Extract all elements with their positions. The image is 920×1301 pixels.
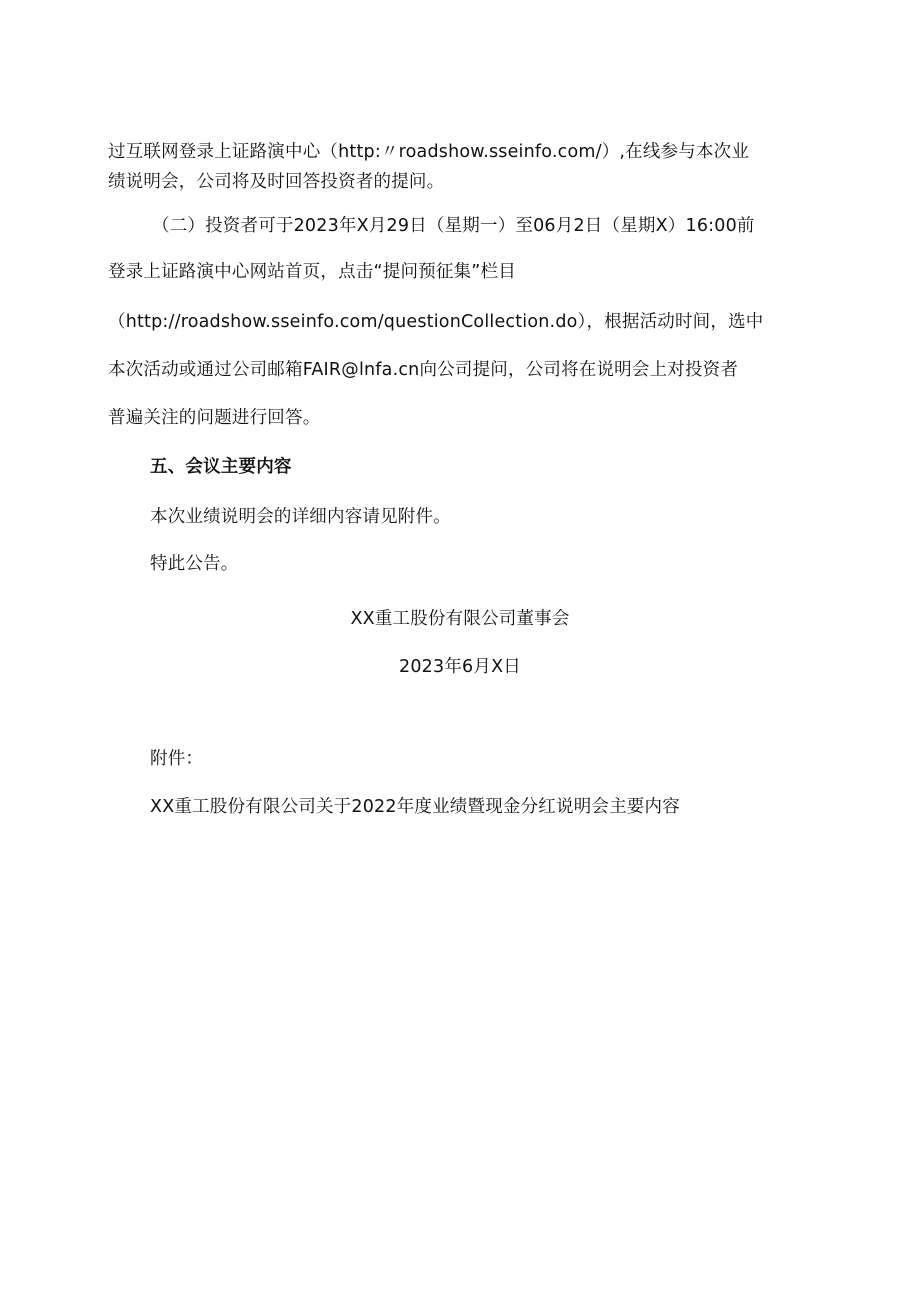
signature-company: XX重工股份有限公司董事会	[350, 609, 570, 629]
para1-line2: 绩说明会，公司将及时回答投资者的提问。	[108, 172, 445, 192]
para2-line4: 本次活动或通过公司邮箱FAIR@lnfa.cn向公司提问，公司将在说明会上对投资者	[108, 360, 739, 380]
section5-heading: 五、会议主要内容	[150, 457, 292, 477]
para1-line1: 过互联网登录上证路演中心（http:〃roadshow.sseinfo.com/）,在线参与本次业	[108, 142, 750, 162]
signature-date: 2023年6月X日	[399, 657, 521, 677]
para2-line3: （http://roadshow.sseinfo.com/questionCollection.do），根据活动时间，选中	[108, 312, 764, 332]
section5-body: 本次业绩说明会的详细内容请见附件。	[150, 507, 451, 527]
attachment-label: 附件：	[150, 749, 204, 769]
para2-line1: （二）投资者可于2023年X月29日（星期一）至06月2日（星期X）16:00前	[152, 216, 755, 236]
closing-text: 特此公告。	[150, 554, 239, 574]
attachment-title: XX重工股份有限公司关于2022年度业绩暨现金分红说明会主要内容	[150, 797, 680, 817]
para2-line2: 登录上证路演中心网站首页，点击“提问预征集”栏目	[108, 262, 516, 282]
para2-line5: 普遍关注的问题进行回答。	[108, 408, 321, 428]
